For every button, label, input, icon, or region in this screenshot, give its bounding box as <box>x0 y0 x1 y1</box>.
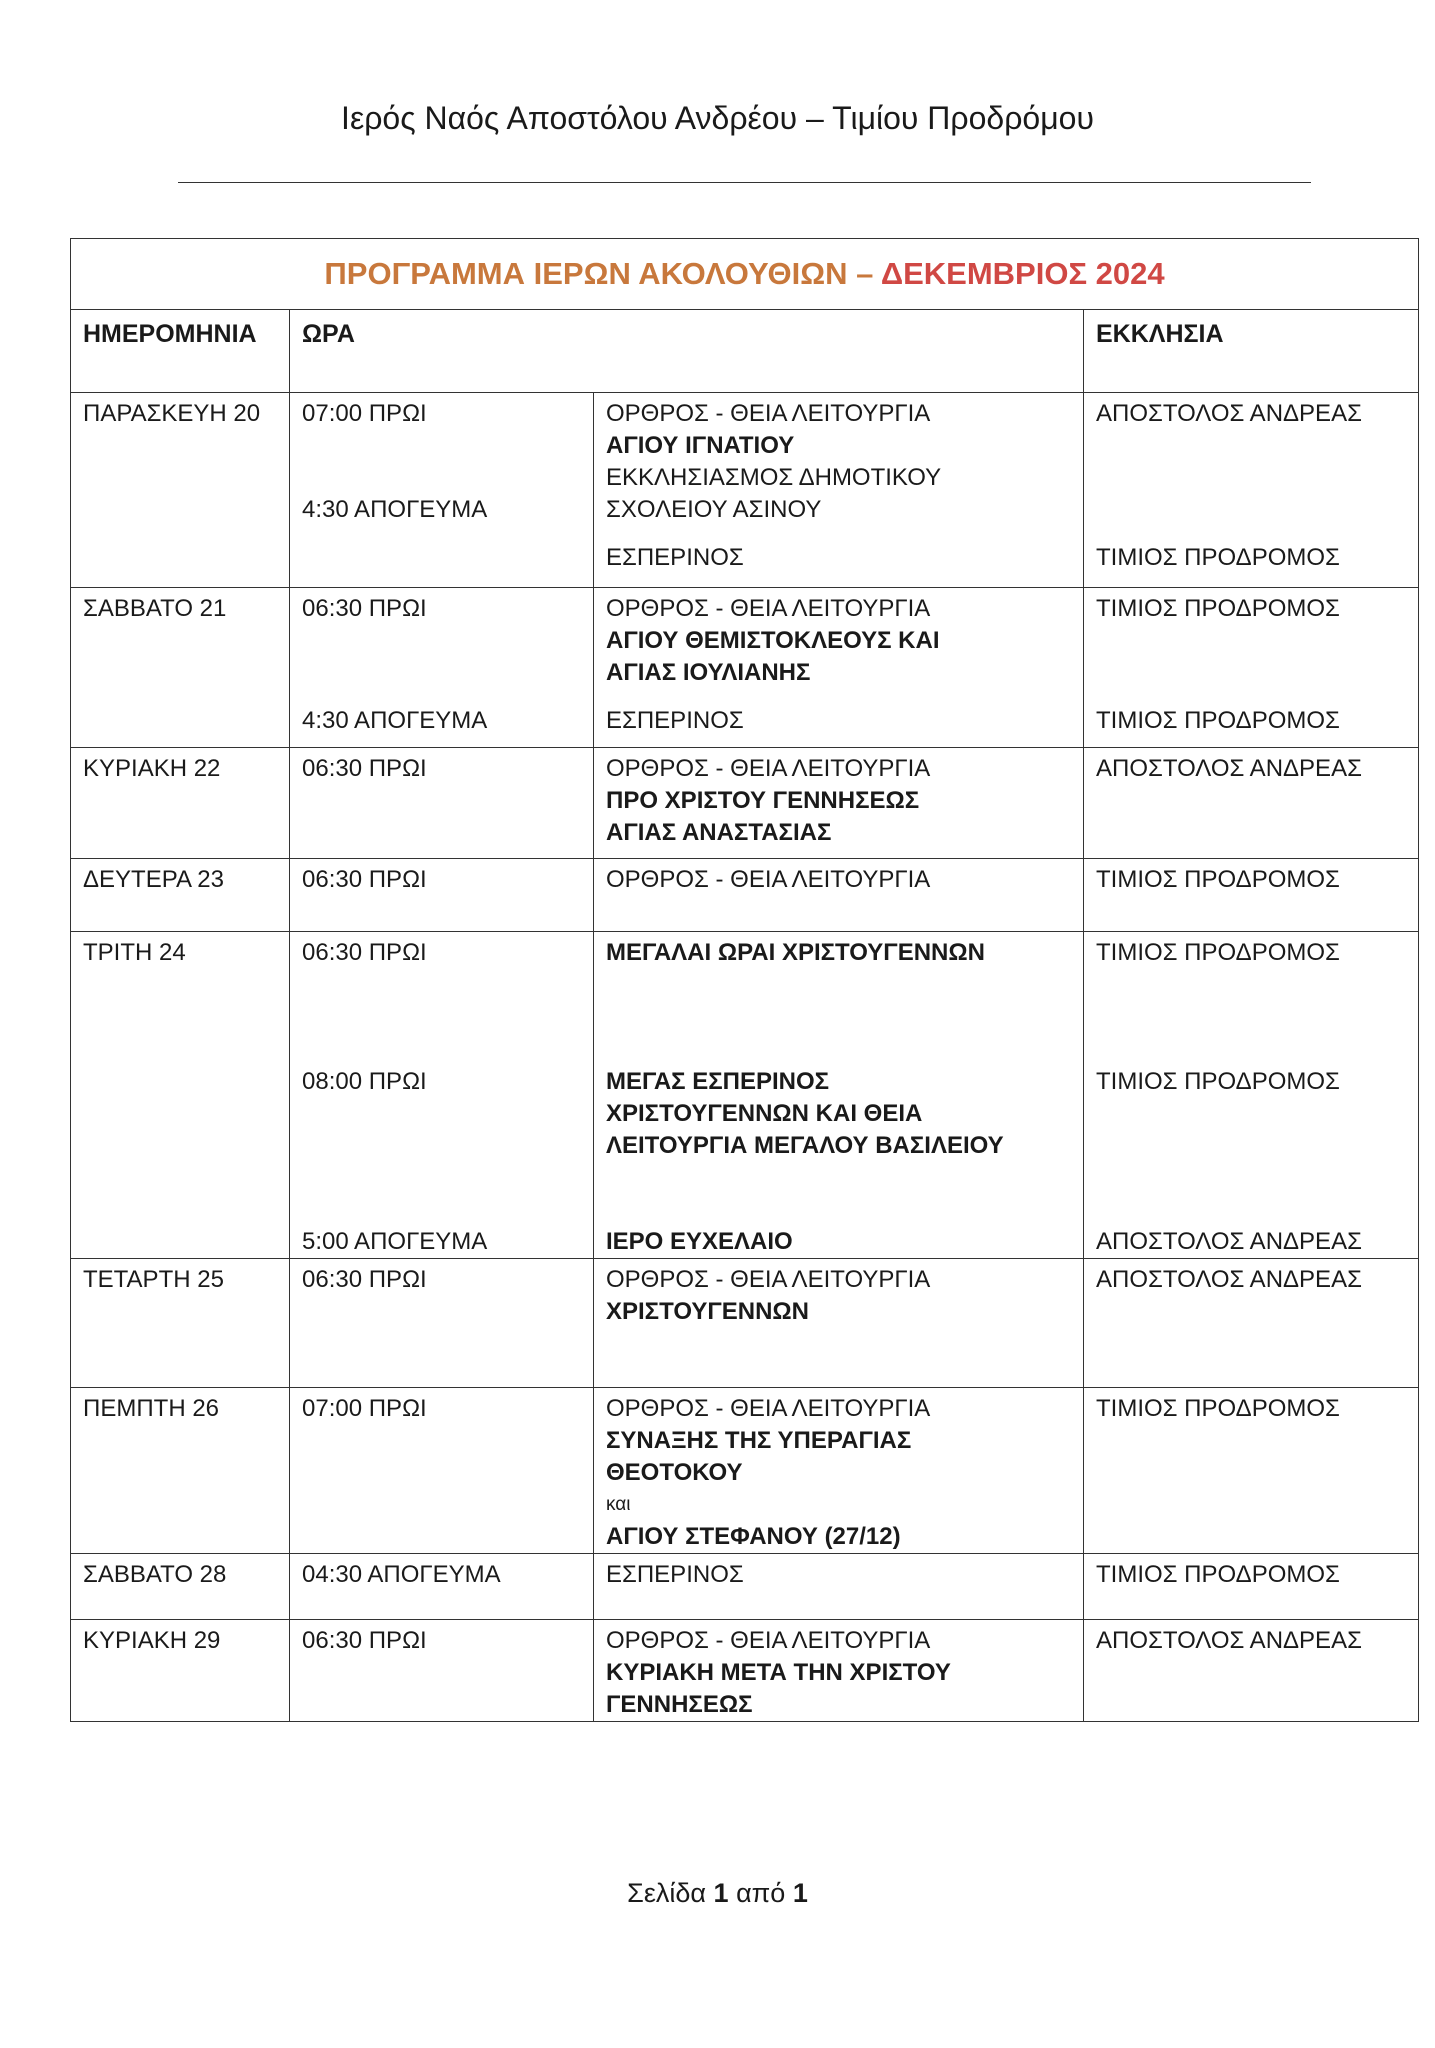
table-row <box>71 1388 1419 1554</box>
church-text: ΤΙΜΙΟΣ ΠΡΟΔΡΟΜΟΣ <box>1096 1395 1340 1422</box>
column-header-church: ΕΚΚΛΗΣΙΑ <box>1084 310 1419 393</box>
time-cell <box>290 1554 594 1620</box>
service-text: ΜΕΓΑΣ ΕΣΠΕΡΙΝΟΣ <box>606 1068 830 1095</box>
time-text: 08:00 ΠΡΩΙ <box>302 1068 427 1095</box>
service-cell <box>594 748 1084 859</box>
church-text: ΤΙΜΙΟΣ ΠΡΟΔΡΟΜΟΣ <box>1096 595 1340 622</box>
church-text: ΤΙΜΙΟΣ ΠΡΟΔΡΟΜΟΣ <box>1096 939 1340 966</box>
time-text: 07:00 ΠΡΩΙ <box>302 1395 427 1422</box>
table-row <box>71 748 1419 859</box>
church-cell <box>1084 393 1419 588</box>
time-cell <box>290 393 594 588</box>
date-text: ΔΕΥΤΕΡΑ 23 <box>83 866 224 893</box>
service-text: ΠΡΟ ΧΡΙΣΤΟΥ ΓΕΝΝΗΣΕΩΣ <box>606 787 920 814</box>
service-text: και <box>606 1494 631 1515</box>
date-text: ΚΥΡΙΑΚΗ 29 <box>83 1627 221 1654</box>
church-cell <box>1084 859 1419 932</box>
table-row <box>71 588 1419 748</box>
table-row <box>71 393 1419 588</box>
time-cell <box>290 1620 594 1722</box>
service-cell <box>594 1620 1084 1722</box>
time-text: 4:30 ΑΠΟΓΕΥΜΑ <box>302 707 488 734</box>
time-text: 06:30 ΠΡΩΙ <box>302 866 427 893</box>
service-text: ΚΥΡΙΑΚΗ ΜΕΤΑ ΤΗΝ ΧΡΙΣΤΟΥ <box>606 1659 951 1686</box>
time-text: 5:00 ΑΠΟΓΕΥΜΑ <box>302 1228 488 1255</box>
service-text: ΘΕΟΤΟΚΟΥ <box>606 1459 743 1486</box>
page-number: 1 <box>713 1878 729 1908</box>
church-text: ΤΙΜΙΟΣ ΠΡΟΔΡΟΜΟΣ <box>1096 707 1340 734</box>
date-text: ΠΑΡΑΣΚΕΥΗ 20 <box>83 400 261 427</box>
service-cell <box>594 932 1084 1259</box>
service-text: ΜΕΓΑΛΑΙ ΩΡΑΙ ΧΡΙΣΤΟΥΓΕΝΝΩΝ <box>606 939 985 966</box>
time-text: 4:30 ΑΠΟΓΕΥΜΑ <box>302 496 488 523</box>
time-text: 07:00 ΠΡΩΙ <box>302 400 427 427</box>
church-cell <box>1084 1259 1419 1388</box>
service-text: ΧΡΙΣΤΟΥΓΕΝΝΩΝ ΚΑΙ ΘΕΙΑ <box>606 1100 923 1127</box>
service-cell <box>594 1259 1084 1388</box>
service-text: ΟΡΘΡΟΣ - ΘΕΙΑ ΛΕΙΤΟΥΡΓΙΑ <box>606 755 931 782</box>
service-text: ΑΓΙΟΥ ΙΓΝΑΤΙΟΥ <box>606 432 795 459</box>
of-word: από <box>736 1878 786 1908</box>
service-text: ΟΡΘΡΟΣ - ΘΕΙΑ ΛΕΙΤΟΥΡΓΙΑ <box>606 1627 931 1654</box>
date-cell <box>71 1554 290 1620</box>
table-row <box>71 1259 1419 1388</box>
service-text: ΣΧΟΛΕΙΟΥ ΑΣΙΝΟΥ <box>606 496 822 523</box>
table-row <box>71 1554 1419 1620</box>
service-text: ΟΡΘΡΟΣ - ΘΕΙΑ ΛΕΙΤΟΥΡΓΙΑ <box>606 1266 931 1293</box>
service-text: ΣΥΝΑΞΗΣ ΤΗΣ ΥΠΕΡΑΓΙΑΣ <box>606 1427 912 1454</box>
service-text: ΑΓΙΑΣ ΙΟΥΛΙΑΝΗΣ <box>606 659 811 686</box>
service-text: ΙΕΡΟ ΕΥΧΕΛΑΙΟ <box>606 1228 793 1255</box>
page-word: Σελίδα <box>627 1878 706 1908</box>
service-cell <box>594 393 1084 588</box>
date-cell <box>71 1620 290 1722</box>
page-total: 1 <box>792 1878 808 1908</box>
date-cell <box>71 393 290 588</box>
service-text: ΕΣΠΕΡΙΝΟΣ <box>606 544 744 571</box>
date-cell <box>71 588 290 748</box>
church-text: ΤΙΜΙΟΣ ΠΡΟΔΡΟΜΟΣ <box>1096 1068 1340 1095</box>
date-cell <box>71 748 290 859</box>
time-cell <box>290 1259 594 1388</box>
title-month: ΔΕΚΕΜΒΡΙΟΣ 2024 <box>880 256 1165 291</box>
service-text: ΕΣΠΕΡΙΝΟΣ <box>606 707 744 734</box>
service-text: ΑΓΙΟΥ ΘΕΜΙΣΤΟΚΛΕΟΥΣ ΚΑΙ <box>606 627 940 654</box>
time-cell <box>290 588 594 748</box>
header-divider <box>178 182 1311 183</box>
church-cell <box>1084 932 1419 1259</box>
date-text: ΤΕΤΑΡΤΗ 25 <box>83 1266 224 1293</box>
church-text: ΑΠΟΣΤΟΛΟΣ ΑΝΔΡΕΑΣ <box>1096 1266 1362 1293</box>
table-row <box>71 859 1419 932</box>
service-text: ΑΓΙΑΣ ΑΝΑΣΤΑΣΙΑΣ <box>606 819 832 846</box>
service-text: ΟΡΘΡΟΣ - ΘΕΙΑ ΛΕΙΤΟΥΡΓΙΑ <box>606 1395 931 1422</box>
date-text: ΣΑΒΒΑΤΟ 21 <box>83 595 227 622</box>
column-header-date: ΗΜΕΡΟΜΗΝΙΑ <box>71 310 290 393</box>
page-footer <box>0 1878 1435 1909</box>
date-cell <box>71 859 290 932</box>
church-cell <box>1084 588 1419 748</box>
service-cell <box>594 1554 1084 1620</box>
title-row <box>71 239 1419 310</box>
title-main: ΠΡΟΓΡΑΜΜΑ ΙΕΡΩΝ ΑΚΟΛΟΥΘΙΩΝ – <box>324 256 874 291</box>
service-text: ΟΡΘΡΟΣ - ΘΕΙΑ ΛΕΙΤΟΥΡΓΙΑ <box>606 595 931 622</box>
church-text: ΑΠΟΣΤΟΛΟΣ ΑΝΔΡΕΑΣ <box>1096 1228 1362 1255</box>
date-text: ΠΕΜΠΤΗ 26 <box>83 1395 220 1422</box>
church-text: ΤΙΜΙΟΣ ΠΡΟΔΡΟΜΟΣ <box>1096 544 1340 571</box>
time-cell <box>290 859 594 932</box>
church-text: ΑΠΟΣΤΟΛΟΣ ΑΝΔΡΕΑΣ <box>1096 400 1362 427</box>
date-cell <box>71 1259 290 1388</box>
church-text: ΤΙΜΙΟΣ ΠΡΟΔΡΟΜΟΣ <box>1096 1561 1340 1588</box>
date-cell <box>71 1388 290 1554</box>
date-text: ΣΑΒΒΑΤΟ 28 <box>83 1561 227 1588</box>
service-text: ΑΓΙΟΥ ΣΤΕΦΑΝΟΥ (27/12) <box>606 1523 901 1550</box>
service-text: ΓΕΝΝΗΣΕΩΣ <box>606 1691 753 1718</box>
church-cell <box>1084 748 1419 859</box>
column-header-time: ΩΡΑ <box>290 310 1084 393</box>
column-header-row <box>71 310 1419 393</box>
date-text: ΤΡΙΤΗ 24 <box>83 939 186 966</box>
time-text: 04:30 ΑΠΟΓΕΥΜΑ <box>302 1561 501 1588</box>
date-cell <box>71 932 290 1259</box>
church-text: ΑΠΟΣΤΟΛΟΣ ΑΝΔΡΕΑΣ <box>1096 1627 1362 1654</box>
time-cell <box>290 748 594 859</box>
service-cell <box>594 1388 1084 1554</box>
service-text: ΛΕΙΤΟΥΡΓΙΑ ΜΕΓΑΛΟΥ ΒΑΣΙΛΕΙΟΥ <box>606 1132 1004 1159</box>
schedule-table <box>70 238 1419 1722</box>
church-cell <box>1084 1388 1419 1554</box>
service-cell <box>594 859 1084 932</box>
church-text: ΑΠΟΣΤΟΛΟΣ ΑΝΔΡΕΑΣ <box>1096 755 1362 782</box>
time-text: 06:30 ΠΡΩΙ <box>302 1627 427 1654</box>
service-text: ΟΡΘΡΟΣ - ΘΕΙΑ ΛΕΙΤΟΥΡΓΙΑ <box>606 866 931 893</box>
parish-name: Ιερός Ναός Αποστόλου Ανδρέου – Τιμίου Προδρόμου <box>341 100 1094 136</box>
service-text: ΧΡΙΣΤΟΥΓΕΝΝΩΝ <box>606 1298 809 1325</box>
service-text: ΕΚΚΛΗΣΙΑΣΜΟΣ ΔΗΜΟΤΙΚΟΥ <box>606 464 942 491</box>
table-row <box>71 932 1419 1259</box>
time-text: 06:30 ΠΡΩΙ <box>302 755 427 782</box>
service-text: ΕΣΠΕΡΙΝΟΣ <box>606 1561 744 1588</box>
time-cell <box>290 1388 594 1554</box>
time-cell <box>290 932 594 1259</box>
church-text: ΤΙΜΙΟΣ ΠΡΟΔΡΟΜΟΣ <box>1096 866 1340 893</box>
church-cell <box>1084 1554 1419 1620</box>
time-text: 06:30 ΠΡΩΙ <box>302 1266 427 1293</box>
schedule-title <box>71 239 1419 310</box>
service-text: ΟΡΘΡΟΣ - ΘΕΙΑ ΛΕΙΤΟΥΡΓΙΑ <box>606 400 931 427</box>
time-text: 06:30 ΠΡΩΙ <box>302 939 427 966</box>
table-row <box>71 1620 1419 1722</box>
service-cell <box>594 588 1084 748</box>
date-text: ΚΥΡΙΑΚΗ 22 <box>83 755 221 782</box>
church-cell <box>1084 1620 1419 1722</box>
time-text: 06:30 ΠΡΩΙ <box>302 595 427 622</box>
